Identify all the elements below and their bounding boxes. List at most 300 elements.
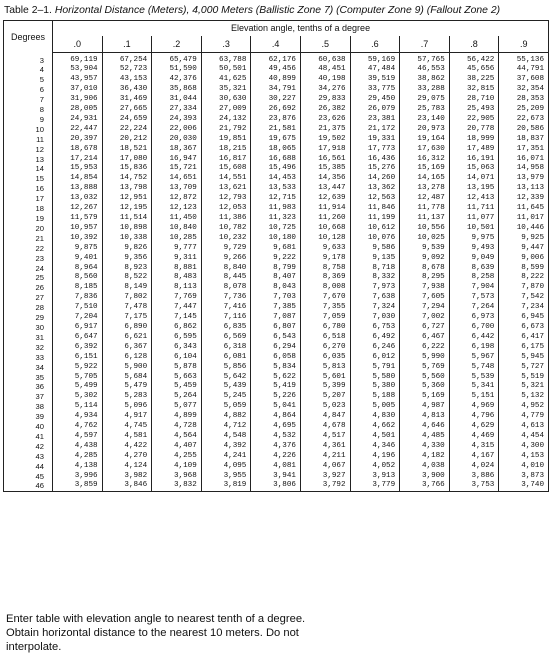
table-row — [4, 293, 549, 303]
elevation-header: Elevation angle, tenths of a degree — [53, 21, 549, 36]
distance-cell: 17,080 — [102, 155, 152, 165]
distance-cell: 10,076 — [350, 234, 400, 244]
distance-cell: 6,128 — [102, 353, 152, 363]
distance-cell: 4,392 — [201, 442, 251, 452]
distance-cell: 9,681 — [251, 244, 301, 254]
distance-cell: 8,295 — [400, 273, 450, 283]
degree-cell: 19 — [4, 214, 53, 224]
distance-cell: 27,334 — [152, 105, 202, 115]
distance-cell: 7,145 — [152, 313, 202, 323]
distance-cell: 9,178 — [300, 254, 350, 264]
distance-cell: 12,195 — [102, 204, 152, 214]
distance-cell: 42,376 — [152, 75, 202, 85]
distance-cell: 12,715 — [251, 194, 301, 204]
table-row — [4, 115, 549, 125]
distance-cell: 7,802 — [102, 293, 152, 303]
distance-cell: 8,445 — [201, 273, 251, 283]
distance-cell: 4,548 — [201, 432, 251, 442]
distance-cell: 5,813 — [300, 363, 350, 373]
distance-cell: 12,053 — [201, 204, 251, 214]
distance-cell: 4,109 — [152, 462, 202, 472]
distance-cell: 10,725 — [251, 224, 301, 234]
distance-cell: 7,175 — [102, 313, 152, 323]
distance-cell: 4,485 — [400, 432, 450, 442]
degree-cell: 5 — [4, 75, 53, 85]
distance-cell: 7,973 — [350, 283, 400, 293]
distance-cell: 16,312 — [400, 155, 450, 165]
distance-cell: 4,376 — [251, 442, 301, 452]
distance-cell: 4,438 — [53, 442, 103, 452]
distance-cell: 6,058 — [251, 353, 301, 363]
distance-cell: 3,819 — [201, 481, 251, 491]
degree-cell: 33 — [4, 353, 53, 363]
distance-cell: 29,075 — [400, 95, 450, 105]
table-row — [4, 442, 549, 452]
distance-cell: 4,597 — [53, 432, 103, 442]
distance-cell: 8,332 — [350, 273, 400, 283]
distance-cell: 30,227 — [251, 95, 301, 105]
distance-cell: 9,826 — [102, 244, 152, 254]
column-header: .4 — [251, 36, 301, 53]
distance-cell: 29,833 — [300, 95, 350, 105]
table-row — [4, 184, 549, 194]
distance-cell: 14,958 — [499, 164, 549, 174]
distance-cell: 5,169 — [400, 392, 450, 402]
distance-cell: 14,551 — [201, 174, 251, 184]
table-number: Table 2–1. — [4, 5, 52, 16]
distance-cell: 4,095 — [201, 462, 251, 472]
distance-cell: 10,180 — [251, 234, 301, 244]
distance-cell: 6,945 — [499, 313, 549, 323]
degree-cell: 28 — [4, 303, 53, 313]
distance-cell: 6,012 — [350, 353, 400, 363]
degree-cell: 18 — [4, 204, 53, 214]
distance-cell: 15,721 — [152, 164, 202, 174]
distance-cell: 11,983 — [251, 204, 301, 214]
distance-cell: 7,059 — [300, 313, 350, 323]
table-row — [4, 65, 549, 75]
distance-cell: 5,705 — [53, 373, 103, 383]
distance-cell: 10,840 — [152, 224, 202, 234]
distance-cell: 4,010 — [499, 462, 549, 472]
distance-cell: 11,778 — [400, 204, 450, 214]
distance-cell: 3,740 — [499, 481, 549, 491]
distance-cell: 6,151 — [53, 353, 103, 363]
degree-cell: 21 — [4, 234, 53, 244]
distance-cell: 8,222 — [499, 273, 549, 283]
distance-cell: 4,167 — [449, 452, 499, 462]
distance-cell: 4,255 — [152, 452, 202, 462]
table-row — [4, 194, 549, 204]
distance-cell: 5,380 — [350, 382, 400, 392]
distance-cell: 8,258 — [449, 273, 499, 283]
table-row — [4, 382, 549, 392]
distance-cell: 17,214 — [53, 155, 103, 165]
distance-cell: 13,533 — [251, 184, 301, 194]
distance-cell: 38,862 — [400, 75, 450, 85]
distance-cell: 4,182 — [400, 452, 450, 462]
distance-cell: 17,773 — [350, 145, 400, 155]
table-row — [4, 105, 549, 115]
distance-cell: 25,209 — [499, 105, 549, 115]
distance-cell: 17,489 — [449, 145, 499, 155]
distance-cell: 12,123 — [152, 204, 202, 214]
distance-cell: 13,195 — [449, 184, 499, 194]
distance-cell: 5,791 — [350, 363, 400, 373]
distance-cell: 8,113 — [152, 283, 202, 293]
distance-cell: 4,899 — [152, 412, 202, 422]
table-row — [4, 412, 549, 422]
distance-cell: 4,532 — [251, 432, 301, 442]
distance-cell: 6,492 — [350, 333, 400, 343]
distance-cell: 6,835 — [201, 323, 251, 333]
distance-cell: 5,321 — [499, 382, 549, 392]
distance-cell: 5,077 — [152, 402, 202, 412]
distance-cell: 10,338 — [102, 234, 152, 244]
distance-cell: 4,024 — [449, 462, 499, 472]
distance-cell: 5,419 — [251, 382, 301, 392]
distance-cell: 4,300 — [499, 442, 549, 452]
distance-cell: 16,817 — [201, 155, 251, 165]
distance-cell: 9,222 — [251, 254, 301, 264]
degree-cell: 39 — [4, 412, 53, 422]
distance-cell: 4,882 — [201, 412, 251, 422]
distance-cell: 11,514 — [102, 214, 152, 224]
distance-cell: 11,199 — [350, 214, 400, 224]
distance-cell: 6,467 — [400, 333, 450, 343]
distance-cell: 13,979 — [499, 174, 549, 184]
distance-cell: 6,343 — [152, 343, 202, 353]
distance-cell: 5,188 — [350, 392, 400, 402]
table-header-row — [4, 21, 549, 36]
distance-cell: 24,659 — [102, 115, 152, 125]
distance-cell: 7,736 — [201, 293, 251, 303]
distance-cell: 5,283 — [102, 392, 152, 402]
distance-cell: 9,135 — [350, 254, 400, 264]
distance-cell: 6,270 — [300, 343, 350, 353]
distance-cell: 8,407 — [251, 273, 301, 283]
distance-cell: 32,354 — [499, 85, 549, 95]
distance-cell: 3,753 — [449, 481, 499, 491]
distance-cell: 6,392 — [53, 343, 103, 353]
distance-cell: 59,169 — [350, 56, 400, 66]
distance-cell: 24,931 — [53, 115, 103, 125]
distance-cell: 7,510 — [53, 303, 103, 313]
distance-cell: 10,898 — [102, 224, 152, 234]
degree-cell: 29 — [4, 313, 53, 323]
distance-cell: 55,136 — [499, 56, 549, 66]
table-row — [4, 373, 549, 383]
distance-cell: 35,868 — [152, 85, 202, 95]
distance-cell: 5,151 — [449, 392, 499, 402]
degree-cell: 37 — [4, 392, 53, 402]
table-row — [4, 164, 549, 174]
distance-cell: 4,678 — [300, 422, 350, 432]
distance-cell: 4,226 — [251, 452, 301, 462]
distance-cell: 5,990 — [400, 353, 450, 363]
distance-cell: 4,469 — [449, 432, 499, 442]
distance-cell: 18,367 — [152, 145, 202, 155]
distance-cell: 7,769 — [152, 293, 202, 303]
table-row — [4, 313, 549, 323]
distance-cell: 5,439 — [201, 382, 251, 392]
table-row — [4, 432, 549, 442]
distance-cell: 43,957 — [53, 75, 103, 85]
table-row — [4, 472, 549, 482]
distance-cell: 20,030 — [152, 135, 202, 145]
distance-cell: 7,355 — [300, 303, 350, 313]
distance-cell: 13,278 — [400, 184, 450, 194]
distance-cell: 18,215 — [201, 145, 251, 155]
distance-cell: 4,138 — [53, 462, 103, 472]
distance-cell: 6,780 — [300, 323, 350, 333]
distance-cell: 50,501 — [201, 65, 251, 75]
distance-cell: 12,487 — [400, 194, 450, 204]
distance-cell: 6,807 — [251, 323, 301, 333]
column-header: .1 — [102, 36, 152, 53]
distance-cell: 62,176 — [251, 56, 301, 66]
distance-cell: 7,542 — [499, 293, 549, 303]
distance-cell: 31,906 — [53, 95, 103, 105]
distance-cell: 28,353 — [499, 95, 549, 105]
distance-cell: 7,204 — [53, 313, 103, 323]
table-row — [4, 85, 549, 95]
distance-cell: 29,450 — [350, 95, 400, 105]
distance-cell: 6,890 — [102, 323, 152, 333]
distance-cell: 9,875 — [53, 244, 103, 254]
distance-cell: 10,392 — [53, 234, 103, 244]
distance-cell: 10,232 — [201, 234, 251, 244]
distance-cell: 37,010 — [53, 85, 103, 95]
distance-cell: 13,447 — [300, 184, 350, 194]
table-row — [4, 264, 549, 274]
degree-cell: 10 — [4, 125, 53, 135]
distance-cell: 4,081 — [251, 462, 301, 472]
distance-cell: 5,459 — [152, 382, 202, 392]
degree-cell: 13 — [4, 155, 53, 165]
distance-cell: 7,447 — [152, 303, 202, 313]
distance-cell: 33,775 — [350, 85, 400, 95]
distance-cell: 9,447 — [499, 244, 549, 254]
degree-cell: 14 — [4, 164, 53, 174]
distance-cell: 5,769 — [400, 363, 450, 373]
column-header: .2 — [152, 36, 202, 53]
distance-cell: 4,969 — [449, 402, 499, 412]
distance-cell: 5,096 — [102, 402, 152, 412]
table-row — [4, 174, 549, 184]
distance-cell: 4,712 — [201, 422, 251, 432]
degrees-header: Degrees — [4, 21, 53, 53]
distance-cell: 23,626 — [300, 115, 350, 125]
distance-cell: 8,078 — [201, 283, 251, 293]
distance-cell: 4,779 — [499, 412, 549, 422]
distance-cell: 57,765 — [400, 56, 450, 66]
distance-cell: 20,973 — [400, 125, 450, 135]
distance-cell: 9,586 — [350, 244, 400, 254]
distance-cell: 36,430 — [102, 85, 152, 95]
distance-cell: 7,087 — [251, 313, 301, 323]
distance-cell: 26,079 — [350, 105, 400, 115]
degree-cell: 41 — [4, 432, 53, 442]
distance-cell: 5,302 — [53, 392, 103, 402]
distance-cell: 5,005 — [350, 402, 400, 412]
distance-cell: 8,369 — [300, 273, 350, 283]
distance-cell: 5,519 — [499, 373, 549, 383]
distance-cell: 9,493 — [449, 244, 499, 254]
instructions-note: Enter table with elevation angle to nearest tenth of a degree. Obtain horizontal distance to the nearest 10 meters. Do not interpolate. — [6, 613, 306, 653]
distance-cell: 8,008 — [300, 283, 350, 293]
distance-cell: 6,081 — [201, 353, 251, 363]
table-row — [4, 56, 549, 66]
distance-cell: 5,580 — [350, 373, 400, 383]
table-row — [4, 75, 549, 85]
distance-cell: 12,872 — [152, 194, 202, 204]
table-body — [4, 53, 549, 492]
distance-cell: 6,035 — [300, 353, 350, 363]
distance-cell: 14,854 — [53, 174, 103, 184]
distance-cell: 4,422 — [102, 442, 152, 452]
degree-cell: 26 — [4, 283, 53, 293]
distance-cell: 5,114 — [53, 402, 103, 412]
degree-cell: 8 — [4, 105, 53, 115]
distance-cell: 8,718 — [350, 264, 400, 274]
distance-cell: 15,608 — [201, 164, 251, 174]
table-row — [4, 462, 549, 472]
degree-cell: 6 — [4, 85, 53, 95]
distance-cell: 7,116 — [201, 313, 251, 323]
distance-cell: 9,356 — [102, 254, 152, 264]
distance-cell: 7,385 — [251, 303, 301, 313]
degree-cell: 35 — [4, 373, 53, 383]
distance-cell: 7,836 — [53, 293, 103, 303]
degree-cell: 20 — [4, 224, 53, 234]
distance-cell: 26,382 — [300, 105, 350, 115]
distance-cell: 12,639 — [300, 194, 350, 204]
distance-cell: 33,288 — [400, 85, 450, 95]
distance-cell: 63,788 — [201, 56, 251, 66]
distance-cell: 34,276 — [300, 85, 350, 95]
distance-cell: 4,613 — [499, 422, 549, 432]
distance-cell: 27,665 — [102, 105, 152, 115]
distance-cell: 7,904 — [449, 283, 499, 293]
distance-cell: 5,878 — [152, 363, 202, 373]
distance-cell: 5,684 — [102, 373, 152, 383]
distance-cell: 10,957 — [53, 224, 103, 234]
distance-cell: 8,185 — [53, 283, 103, 293]
distance-cell: 14,260 — [350, 174, 400, 184]
distance-cell: 5,922 — [53, 363, 103, 373]
degree-cell: 9 — [4, 115, 53, 125]
distance-cell: 5,041 — [251, 402, 301, 412]
distance-cell: 17,351 — [499, 145, 549, 155]
degree-cell: 17 — [4, 194, 53, 204]
distance-cell: 5,727 — [499, 363, 549, 373]
distance-cell: 11,077 — [449, 214, 499, 224]
distance-cell: 25,783 — [400, 105, 450, 115]
table-row — [4, 363, 549, 373]
distance-cell: 22,224 — [102, 125, 152, 135]
distance-cell: 16,071 — [499, 155, 549, 165]
distance-cell: 11,711 — [449, 204, 499, 214]
distance-cell: 3,900 — [400, 472, 450, 482]
distance-cell: 13,621 — [201, 184, 251, 194]
distance-cell: 3,996 — [53, 472, 103, 482]
distance-cell: 8,881 — [152, 264, 202, 274]
distance-cell: 4,241 — [201, 452, 251, 462]
distance-cell: 9,633 — [300, 244, 350, 254]
distance-cell: 6,647 — [53, 333, 103, 343]
distance-cell: 8,043 — [251, 283, 301, 293]
distance-cell: 19,331 — [350, 135, 400, 145]
distance-cell: 4,745 — [102, 422, 152, 432]
distance-cell: 35,321 — [201, 85, 251, 95]
degree-cell: 32 — [4, 343, 53, 353]
distance-cell: 11,450 — [152, 214, 202, 224]
column-header: .0 — [53, 36, 103, 53]
degree-cell: 43 — [4, 452, 53, 462]
distance-cell: 4,454 — [499, 432, 549, 442]
distance-cell: 9,311 — [152, 254, 202, 264]
degree-cell: 38 — [4, 402, 53, 412]
distance-cell: 4,728 — [152, 422, 202, 432]
distance-cell: 11,386 — [201, 214, 251, 224]
distance-cell: 5,207 — [300, 392, 350, 402]
distance-cell: 13,888 — [53, 184, 103, 194]
distance-cell: 49,456 — [251, 65, 301, 75]
distance-cell: 4,517 — [300, 432, 350, 442]
distance-cell: 6,973 — [449, 313, 499, 323]
distance-cell: 6,621 — [102, 333, 152, 343]
distance-cell: 5,560 — [400, 373, 450, 383]
distance-cell: 9,092 — [400, 254, 450, 264]
distance-cell: 31,044 — [152, 95, 202, 105]
distance-table — [3, 20, 549, 492]
degree-cell: 4 — [4, 65, 53, 75]
distance-cell: 13,709 — [152, 184, 202, 194]
distance-cell: 48,451 — [300, 65, 350, 75]
degree-cell: 12 — [4, 145, 53, 155]
distance-cell: 3,886 — [449, 472, 499, 482]
distance-cell: 11,846 — [350, 204, 400, 214]
distance-cell: 19,164 — [400, 135, 450, 145]
table-caption: Horizontal Distance (Meters), 4,000 Meters (Ballistic Zone 7) (Computer Zone 9) (Fallout Zone 2) — [54, 5, 501, 16]
distance-cell: 8,678 — [400, 264, 450, 274]
distance-cell: 5,642 — [201, 373, 251, 383]
distance-cell: 27,009 — [201, 105, 251, 115]
distance-cell: 18,999 — [449, 135, 499, 145]
distance-cell: 7,002 — [400, 313, 450, 323]
distance-cell: 40,198 — [300, 75, 350, 85]
distance-cell: 5,023 — [300, 402, 350, 412]
distance-cell: 4,987 — [400, 402, 450, 412]
distance-cell: 5,479 — [102, 382, 152, 392]
table-row — [4, 224, 549, 234]
table-row — [4, 95, 549, 105]
distance-cell: 11,017 — [499, 214, 549, 224]
distance-cell: 23,140 — [400, 115, 450, 125]
distance-cell: 5,264 — [152, 392, 202, 402]
distance-cell: 18,521 — [102, 145, 152, 155]
distance-cell: 6,222 — [400, 343, 450, 353]
distance-cell: 9,266 — [201, 254, 251, 264]
table-row — [4, 353, 549, 363]
column-header: .5 — [300, 36, 350, 53]
distance-cell: 11,137 — [400, 214, 450, 224]
distance-cell: 10,025 — [400, 234, 450, 244]
distance-cell: 20,586 — [499, 125, 549, 135]
table-row — [4, 204, 549, 214]
distance-cell: 7,703 — [251, 293, 301, 303]
